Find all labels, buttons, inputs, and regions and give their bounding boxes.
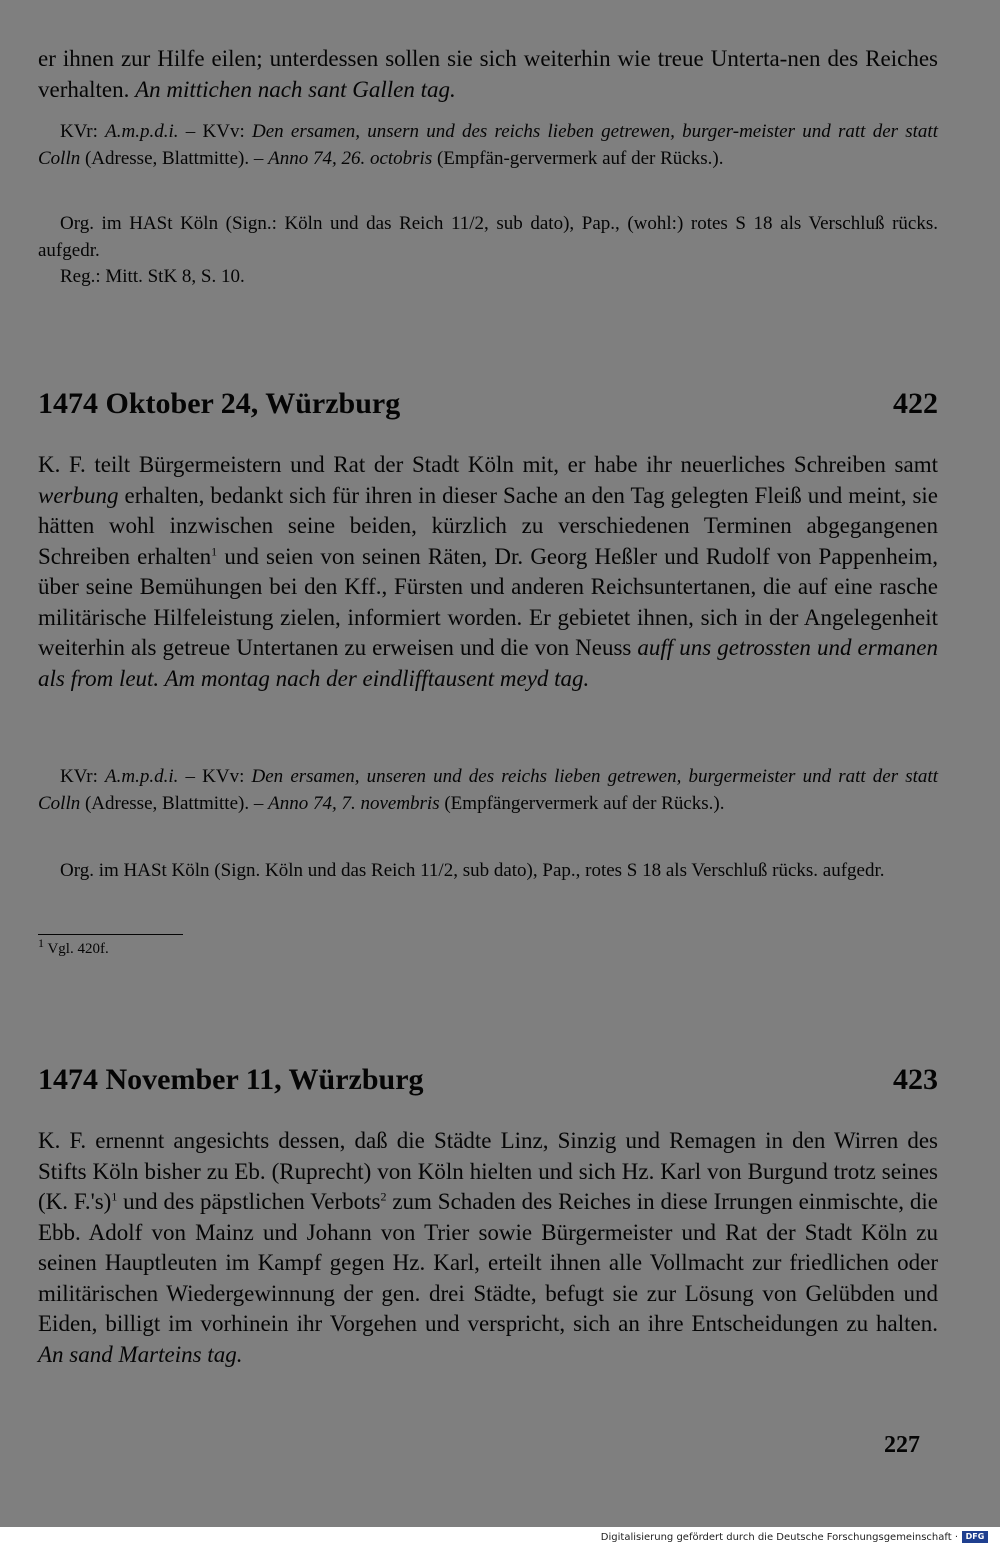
footnote: $^1$ Vgl. 420f. [38, 936, 109, 957]
footnote-divider [38, 934, 183, 935]
continued-paragraph [38, 44, 938, 105]
funding-footer [0, 1527, 1000, 1548]
entry-date-place: 1474 November 11, Würzburg [38, 1063, 424, 1096]
archive-original: Org. im HASt Köln (Sign.: Köln und das Reich 11/2, sub dato), Pap., (wohl:) rotes S 18 als Verschluß rücks. aufgedr. [38, 213, 938, 261]
entry-422-endorsement: KVr: A.m.p.d.i. – KVv: Den ersamen, unseren und des reichs lieben getrewen, burgermeister und ratt der statt Colln (Adresse, Blattmitte). – Anno 74, 7. novembris (Empfängervermerk auf der Rücks.). [38, 766, 938, 814]
entry-422-body: K. F. teilt Bürgermeistern und Rat der Stadt Köln mit, er habe ihr neuerliches Schreiben samt werbung erhalten, bedankt sich für ihren in dieser Sache an den Tag gelegten Fleiß und meint, sie hätten wohl inzwischen seine beiden, kürzlich zu verschiedenen Terminen abgegangenen Schreiben erhalten$^1$ und seien von seinen Räten, Dr. Georg Heßler und Rudolf von Pappenheim, über seine Bemühungen bei den Kff., Fürsten und anderen Reichsuntertanen, die auf eine rasche militärische Hilfeleistung zielen, informiert worden. Er gebietet ihnen, sich in der Angelegenheit weiterhin als getreue Untertanen zu erweisen und die von Neuss auff uns getrossten und ermanen als from leut. Am montag nach der eindlifftausent meyd tag. [38, 452, 938, 691]
entry-422-archive: Org. im HASt Köln (Sign. Köln und das Reich 11/2, sub dato), Pap., rotes S 18 als Verschluß rücks. aufgedr. [60, 860, 885, 881]
entry-number: 422 [893, 387, 938, 420]
entry-number: 423 [893, 1063, 938, 1096]
funding-text: Digitalisierung gefördert durch die Deutsche Forschungsgemeinschaft · [600, 1532, 958, 1543]
entry-heading-423 [38, 1063, 938, 1097]
footnote-ref: 1 [111, 1189, 118, 1204]
endorsement-note: KVr: A.m.p.d.i. – KVv: Den ersamen, unsern und des reichs lieben getrewen, burger-meister und ratt der statt Colln (Adresse, Blattmitte). – Anno 74, 26. octobris (Empfän-gervermerk auf der Rücks.). [38, 121, 938, 169]
entry-heading-422 [38, 387, 938, 421]
dfg-logo: DFG [962, 1531, 988, 1543]
entry-423-body: K. F. ernennt angesichts dessen, daß die Städte Linz, Sinzig und Remagen in den Wirren des Stifts Köln bisher zu Eb. (Ruprecht) von Köln hielten und sich Hz. Karl von Burgund trotz seines (K. F.'s)$^1$ und des päpstlichen Verbots$^2$ zum Schaden des Reiches in diese Irrungen einmischte, die Ebb. Adolf von Mainz und Johann von Trier sowie Bürgermeister und Rat der Stadt Köln zu seinen Hauptleuten im Kampf gegen Hz. Karl, erteilt ihnen alle Vollmacht zur friedlichen oder militärischen Wiedergewinnung der gen. drei Städte, befugt sie zur Lösung von Gelübden und Eiden, billigt im vorhinein ihr Vorgehen und verspricht, sich an ihre Entscheidungen zu halten. An sand Marteins tag. [38, 1128, 938, 1367]
page-number: 227 [884, 1432, 920, 1458]
footnote-ref: 2 [380, 1189, 387, 1204]
entry-date-place: 1474 Oktober 24, Würzburg [38, 387, 401, 420]
text-run: er ihnen zur Hilfe eilen; unterdessen sollen sie sich weiterhin wie treue Unterta-nen des Reiches verhalten. [38, 46, 938, 102]
dating-clause: An mittichen nach sant Gallen tag. [135, 76, 456, 102]
archive-note [38, 211, 938, 291]
archive-regest: Reg.: Mitt. StK 8, S. 10. [60, 266, 245, 287]
footnote-ref: 1 [211, 543, 218, 558]
